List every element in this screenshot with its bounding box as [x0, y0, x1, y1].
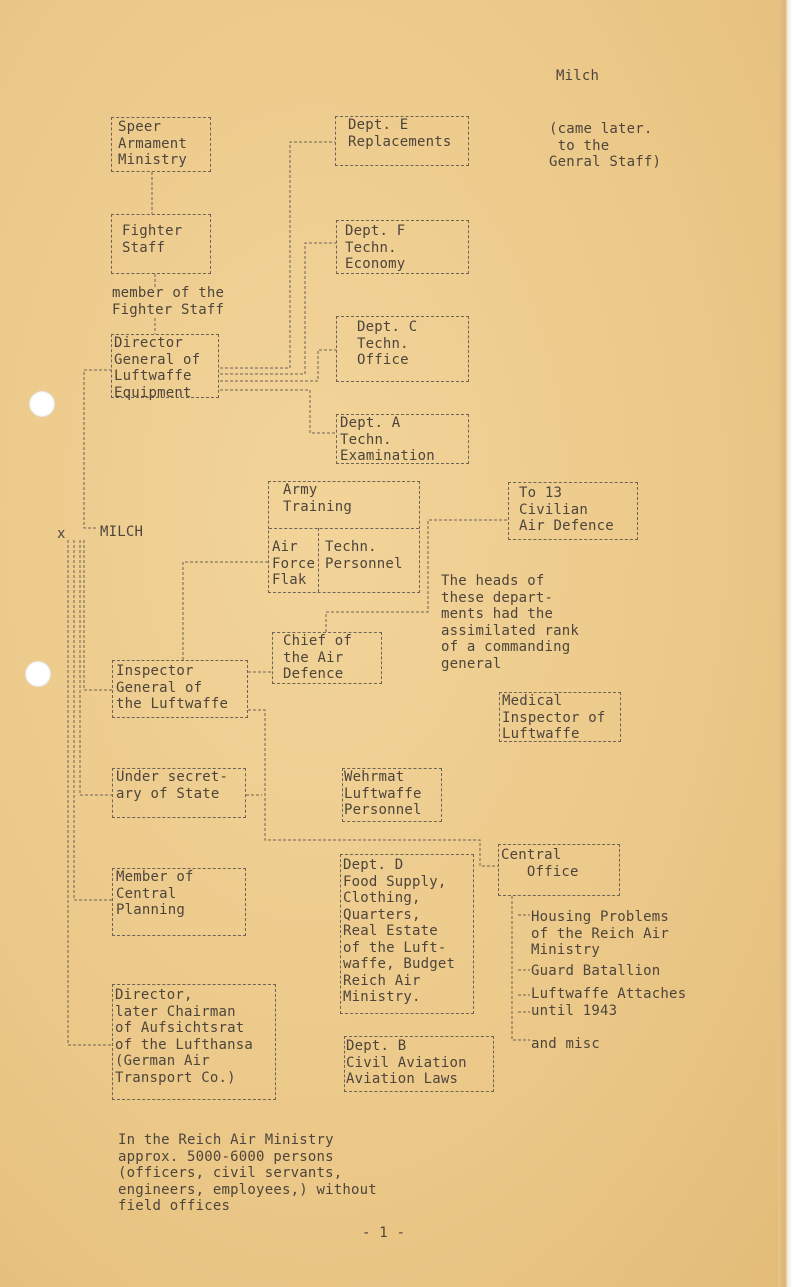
box-label: Dept. D Food Supply, Clothing, Quarters, Real Estate of the Luft- waffe, Budget Reich Air Ministry. [343, 857, 456, 1005]
box-dept-f [336, 220, 469, 274]
box-label: Central Office [501, 847, 579, 880]
box-label: Under secret- ary of State [116, 769, 229, 802]
box-member-central-planning [112, 868, 246, 936]
box-dept-a [336, 414, 469, 464]
box-label: Dept. A Techn. Examination [340, 415, 435, 464]
box-label: Wehrmat Luftwaffe Personnel [344, 769, 422, 818]
box-label: Fighter Staff [122, 223, 183, 256]
label-housing-problems: Housing Problems of the Reich Air Ministry [531, 909, 670, 958]
box-director-lufthansa [112, 984, 276, 1100]
connector [512, 896, 530, 1040]
box-wehrmacht-personnel [342, 768, 442, 822]
box-label: Inspector General of the Luftwaffe [116, 663, 229, 712]
box-label: Medical Inspector of Luftwaffe [502, 693, 606, 742]
box-label: Techn. Personnel [325, 539, 403, 572]
box-label: Director, later Chairman of Aufsichtsrat of the Lufthansa (German Air Transport Co.) [115, 987, 254, 1086]
box-under-secretary [112, 768, 246, 818]
connector [220, 243, 336, 374]
box-label: Dept. B Civil Aviation Aviation Laws [346, 1038, 467, 1087]
page-number: - 1 - [362, 1225, 406, 1241]
connector [84, 370, 112, 528]
divider [318, 528, 319, 592]
divider [269, 528, 419, 529]
footer-note: In the Reich Air Ministry approx. 5000-6000 persons (officers, civil servants, engineers, employees,) without field offices [118, 1132, 377, 1214]
connector [220, 350, 336, 381]
connector [220, 142, 335, 368]
box-label: Dept. C Techn. Office [357, 319, 418, 368]
box-dept-d [340, 854, 474, 1014]
connector [84, 540, 112, 690]
box-speer-armament-ministry [111, 117, 211, 172]
box-dept-b [344, 1036, 494, 1092]
box-director-general-equipment [111, 334, 219, 401]
box-central-office [498, 844, 620, 896]
box-label: Army Training [283, 482, 353, 515]
label-milch: MILCH [100, 524, 144, 540]
connector [183, 562, 270, 660]
label-member-fighter-staff: member of the Fighter Staff [112, 285, 225, 318]
label-and-misc: and misc [531, 1036, 601, 1052]
note-came-later: (came later. to the Genral Staff) [549, 121, 662, 170]
box-label: Member of Central Planning [116, 869, 194, 918]
box-label: Director General of Luftwaffe Equipment [114, 335, 201, 401]
box-civilian-air-defence [508, 482, 638, 540]
label-guard-batallion: Guard Batallion [531, 963, 661, 979]
box-army-training-group [268, 481, 420, 593]
box-medical-inspector [499, 692, 621, 742]
box-fighter-staff [111, 214, 211, 274]
box-label: Air Force Flak [272, 539, 316, 588]
box-label: Speer Armament Ministry [118, 119, 188, 168]
box-chief-air-defence [272, 632, 382, 684]
header-name: Milch [556, 68, 600, 84]
box-label: To 13 Civilian Air Defence [519, 485, 614, 534]
box-inspector-general [112, 660, 248, 718]
box-label: Chief of the Air Defence [283, 633, 353, 682]
note-heads-of-departments: The heads of these depart- ments had the assimilated rank of a commanding general [441, 573, 580, 672]
connector [220, 390, 336, 433]
box-dept-e [335, 116, 469, 166]
box-label: Dept. F Techn. Economy [345, 223, 406, 272]
label-luftwaffe-attaches: Luftwaffe Attaches until 1943 [531, 986, 687, 1019]
x-mark: x [57, 526, 66, 542]
box-dept-c [336, 316, 469, 382]
box-label: Dept. E Replacements [348, 117, 452, 150]
